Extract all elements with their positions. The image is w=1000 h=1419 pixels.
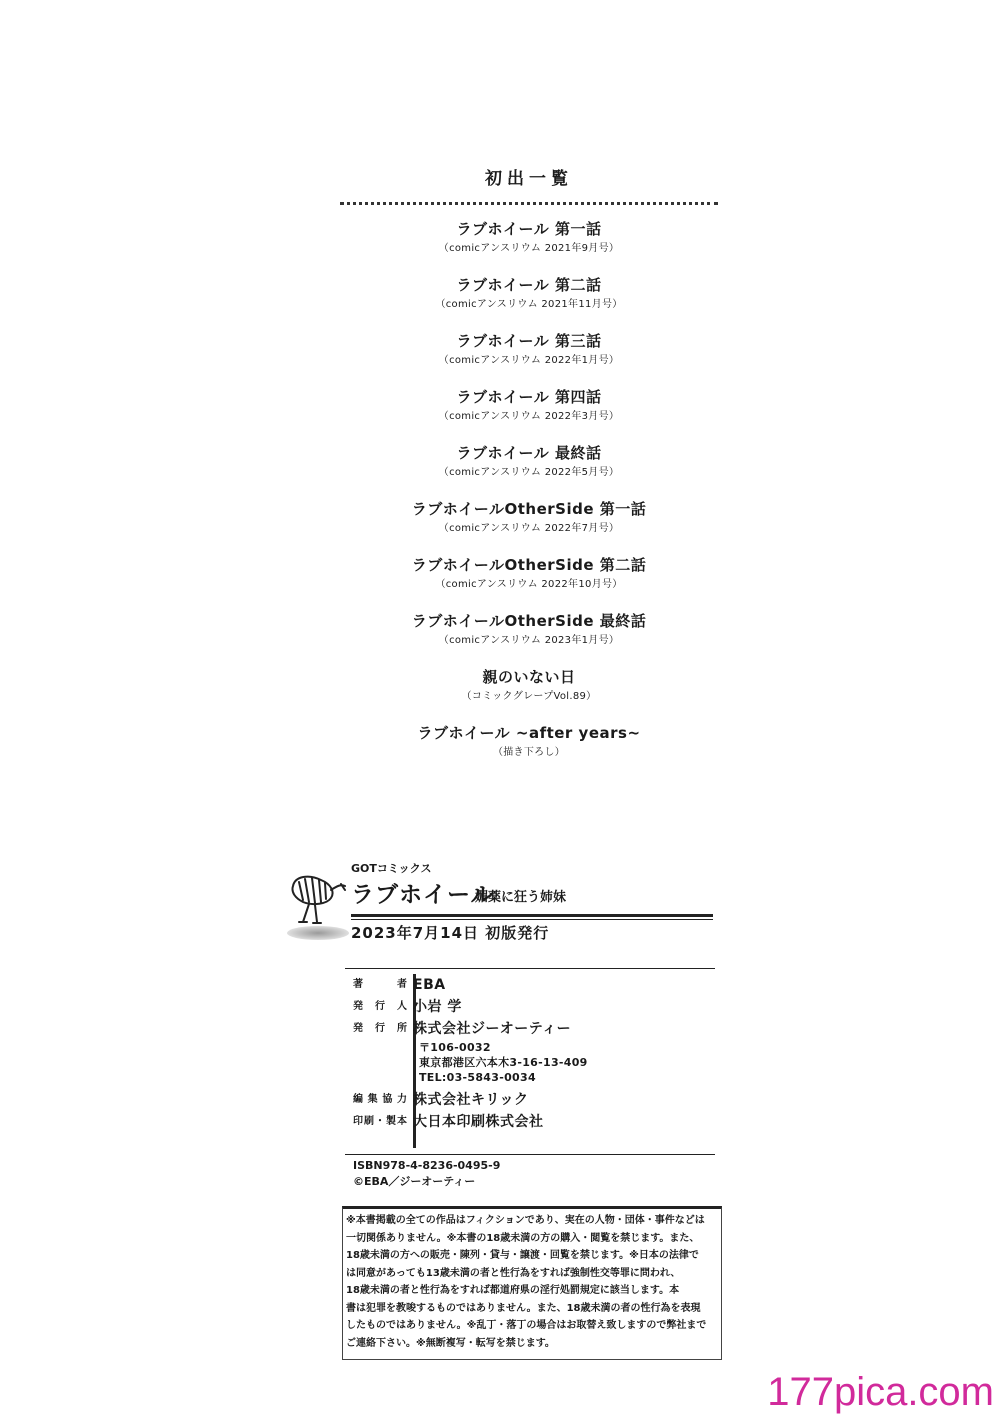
toc-entries bbox=[340, 217, 718, 761]
toc-entry-title: ラブホイールOtherSide 第二話 bbox=[411, 556, 647, 574]
toc-entry bbox=[340, 441, 718, 481]
notice-line: ※本書掲載の全ての作品はフィクションであり、実在の人物・団体・事件などは bbox=[346, 1215, 705, 1226]
credit-value: 株式会社キリック bbox=[413, 1092, 529, 1108]
title-divider-thin bbox=[351, 919, 713, 920]
isbn: ISBN978-4-8236-0495-9 bbox=[353, 1159, 501, 1172]
toc-entry-title: ラブホイールOtherSide 第一話 bbox=[411, 500, 647, 518]
toc-entry bbox=[340, 273, 718, 313]
imprint-label: GOTコミックス bbox=[351, 862, 432, 875]
toc-entry bbox=[340, 665, 718, 705]
notice-line: ご連絡下さい。※無断複写・転写を禁じます。 bbox=[346, 1337, 555, 1349]
notice-line: したものではありません。※乱丁・落丁の場合はお取替え致しますので弊社まで bbox=[346, 1320, 707, 1331]
first-appearance-list bbox=[340, 166, 718, 777]
toc-entry bbox=[340, 553, 718, 593]
dotted-divider bbox=[340, 202, 718, 205]
telephone: TEL:03-5843-0034 bbox=[419, 1071, 536, 1084]
credit-row-editorial bbox=[353, 1089, 713, 1111]
copyright: ©EBA／ジーオーティー bbox=[353, 1175, 476, 1188]
toc-entry-title: 親のいない日 bbox=[482, 668, 576, 686]
notice-line: は同意があっても13歳未満の者と性行為をすれば強制性交等罪に問われ、 bbox=[346, 1267, 681, 1279]
credit-value: 大日本印刷株式会社 bbox=[413, 1114, 544, 1130]
notice-line: 18歳未満の者と性行為をすれば都道府県の淫行処罰規定に該当します。本 bbox=[346, 1285, 680, 1296]
credits-bottom-divider bbox=[345, 1154, 715, 1155]
toc-entry-title: ラブホイール 第一話 bbox=[456, 220, 602, 238]
toc-entry-title: ラブホイールOtherSide 最終話 bbox=[411, 612, 647, 630]
toc-entry-source: （comicアンスリウム 2021年11月号） bbox=[435, 299, 623, 310]
credit-row-author bbox=[353, 974, 713, 996]
credit-label: 印刷・製本 bbox=[353, 1116, 407, 1127]
credit-label: 発行所 bbox=[353, 1023, 407, 1034]
toc-entry-source: （comicアンスリウム 2022年10月号） bbox=[435, 579, 623, 590]
toc-entry-source: （comicアンスリウム 2022年3月号） bbox=[438, 411, 620, 422]
postal-code: 〒106-0032 bbox=[419, 1041, 491, 1054]
toc-entry-title: ラブホイール 第二話 bbox=[456, 276, 602, 294]
toc-entry-source: （comicアンスリウム 2023年1月号） bbox=[438, 635, 620, 646]
toc-heading: 初出一覧 bbox=[485, 169, 573, 189]
bird-logo-icon bbox=[285, 868, 347, 928]
credit-value: EBA bbox=[413, 977, 446, 993]
notice-line: 一切関係ありません。※本書の18歳未満の方の購入・閲覧を禁じます。また、 bbox=[346, 1232, 700, 1244]
credit-value: 小岩 学 bbox=[413, 999, 462, 1015]
toc-entry bbox=[340, 609, 718, 649]
credit-row-publisher-person bbox=[353, 996, 713, 1018]
toc-entry-title: ラブホイール 最終話 bbox=[456, 444, 602, 462]
credits-table bbox=[353, 974, 713, 1133]
toc-entry-source: （comicアンスリウム 2022年7月号） bbox=[438, 523, 620, 534]
logo-shadow bbox=[287, 926, 349, 940]
toc-entry-title: ラブホイール 第四話 bbox=[456, 388, 602, 406]
credits-top-divider bbox=[345, 968, 715, 969]
book-title: ラブホイール bbox=[351, 882, 495, 908]
publication-date: 2023年7月14日 初版発行 bbox=[351, 924, 550, 942]
notice-line: 書は犯罪を教唆するものではありません。また、18歳未満の者の性行為を表現 bbox=[346, 1302, 701, 1314]
toc-entry bbox=[340, 329, 718, 369]
toc-entry-source: （comicアンスリウム 2021年9月号） bbox=[438, 243, 620, 254]
toc-entry bbox=[340, 385, 718, 425]
toc-entry-source: （comicアンスリウム 2022年5月号） bbox=[438, 467, 620, 478]
credit-label: 編集協力 bbox=[353, 1094, 407, 1105]
site-watermark: 177pica.com bbox=[767, 1370, 994, 1414]
street-address: 東京都港区六本木3-16-13-409 bbox=[419, 1056, 588, 1069]
toc-entry bbox=[340, 721, 718, 761]
toc-entry-source: （コミックグレープVol.89） bbox=[461, 691, 597, 702]
credit-label: 発行人 bbox=[353, 1001, 407, 1012]
book-subtitle: 媚薬に狂う姉妹 bbox=[475, 890, 567, 905]
credit-row-printing bbox=[353, 1111, 713, 1133]
toc-entry bbox=[340, 497, 718, 537]
credit-value: 株式会社ジーオーティー bbox=[413, 1021, 572, 1037]
title-divider bbox=[351, 914, 713, 917]
toc-entry-source: （comicアンスリウム 2022年1月号） bbox=[438, 355, 620, 366]
toc-entry-source: （描き下ろし） bbox=[492, 747, 566, 758]
legal-notice bbox=[346, 1212, 718, 1352]
credit-row-publisher bbox=[353, 1018, 713, 1040]
toc-entry-title: ラブホイール 第三話 bbox=[456, 332, 602, 350]
credit-label: 著者 bbox=[353, 979, 407, 990]
toc-entry-title: ラブホイール ~after years~ bbox=[417, 724, 641, 742]
notice-line: 18歳未満の方への販売・陳列・貸与・譲渡・回覧を禁じます。※日本の法律で bbox=[346, 1250, 699, 1261]
toc-entry bbox=[340, 217, 718, 257]
